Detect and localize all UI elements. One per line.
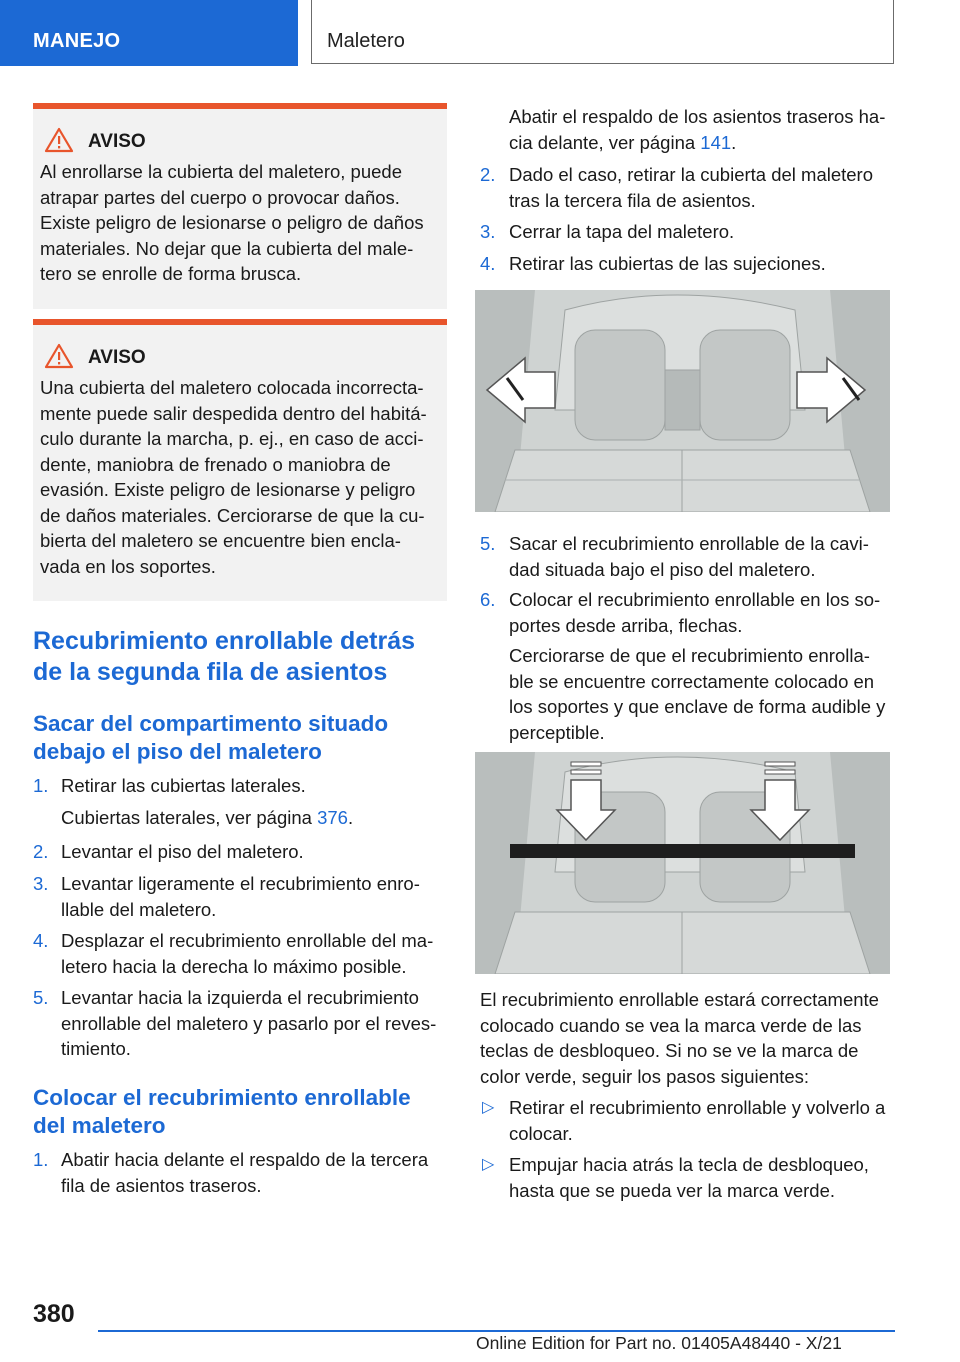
subsection-heading-install: Colocar el recubrimiento enrollable del maletero [33, 1085, 411, 1138]
cover-installed-illustration [475, 752, 890, 974]
warning-triangle-icon [44, 343, 74, 369]
section-tab [0, 0, 298, 66]
triangle-bullet-icon: ▷ [482, 1156, 495, 1173]
warning-box-2 [33, 319, 447, 601]
list-item-note: Abatir el respaldo de los asientos traseros ha‐ cia delante, ver página 141. [509, 106, 886, 153]
section-heading: Recubrimiento enrollable detrás de la segunda fila de asientos [33, 627, 416, 686]
warning-text: Una cubierta del maletero colocada incorrecta‐ mente puede salir despedida dentro del habitá‐ culo durante la marcha, p. ej., en caso de acci‐ dente, maniobra de frenado o maniobra de evasión. Existe peligro de lesionarse y peligro de daños materiales. Cerciorarse de que la cu‐ bierta del maletero se encuentre bien encla‐ vada en los soportes. [40, 377, 427, 577]
closing-paragraph: El recubrimiento enrollable estará correctamente colocado cuando se vea la marca verde de las teclas de desbloqueo. Si no se ve la marca de color verde, seguir los pasos siguientes: [480, 989, 879, 1087]
footer-divider [98, 1330, 895, 1332]
warning-triangle-icon [44, 127, 74, 153]
warning-text: Al enrollarse la cubierta del maletero, puede atrapar partes del cuerpo o provocar daños. Existe peligro de lesionarse o peligro de daños materiales. No dejar que la cubierta del male‐ tero se enrolle de forma brusca. [40, 161, 424, 284]
list-item-note: Cerciorarse de que el recubrimiento enrolla‐ ble se encuentre correctamente colocado en los soportes y que enclave de forma audible y perceptible. [509, 645, 886, 743]
triangle-bullet-icon: ▷ [482, 1099, 495, 1116]
page-number: 380 [33, 1300, 75, 1328]
chapter-title: Maletero [327, 30, 405, 52]
warning-box-1 [33, 103, 447, 309]
edition-footer: Online Edition for Part no. 01405A48440 - X/21 [476, 1333, 842, 1353]
chapter-header [311, 0, 894, 64]
section-title: MANEJO [33, 30, 121, 52]
page-link[interactable]: 141 [700, 131, 732, 153]
warning-title: AVISO [88, 131, 435, 153]
subsection-heading-remove: Sacar del compartimento situado debajo el piso del maletero [33, 711, 389, 764]
trunk-side-covers-illustration [475, 290, 890, 512]
page-link[interactable]: 376 [317, 807, 348, 828]
warning-title: AVISO [88, 347, 435, 369]
